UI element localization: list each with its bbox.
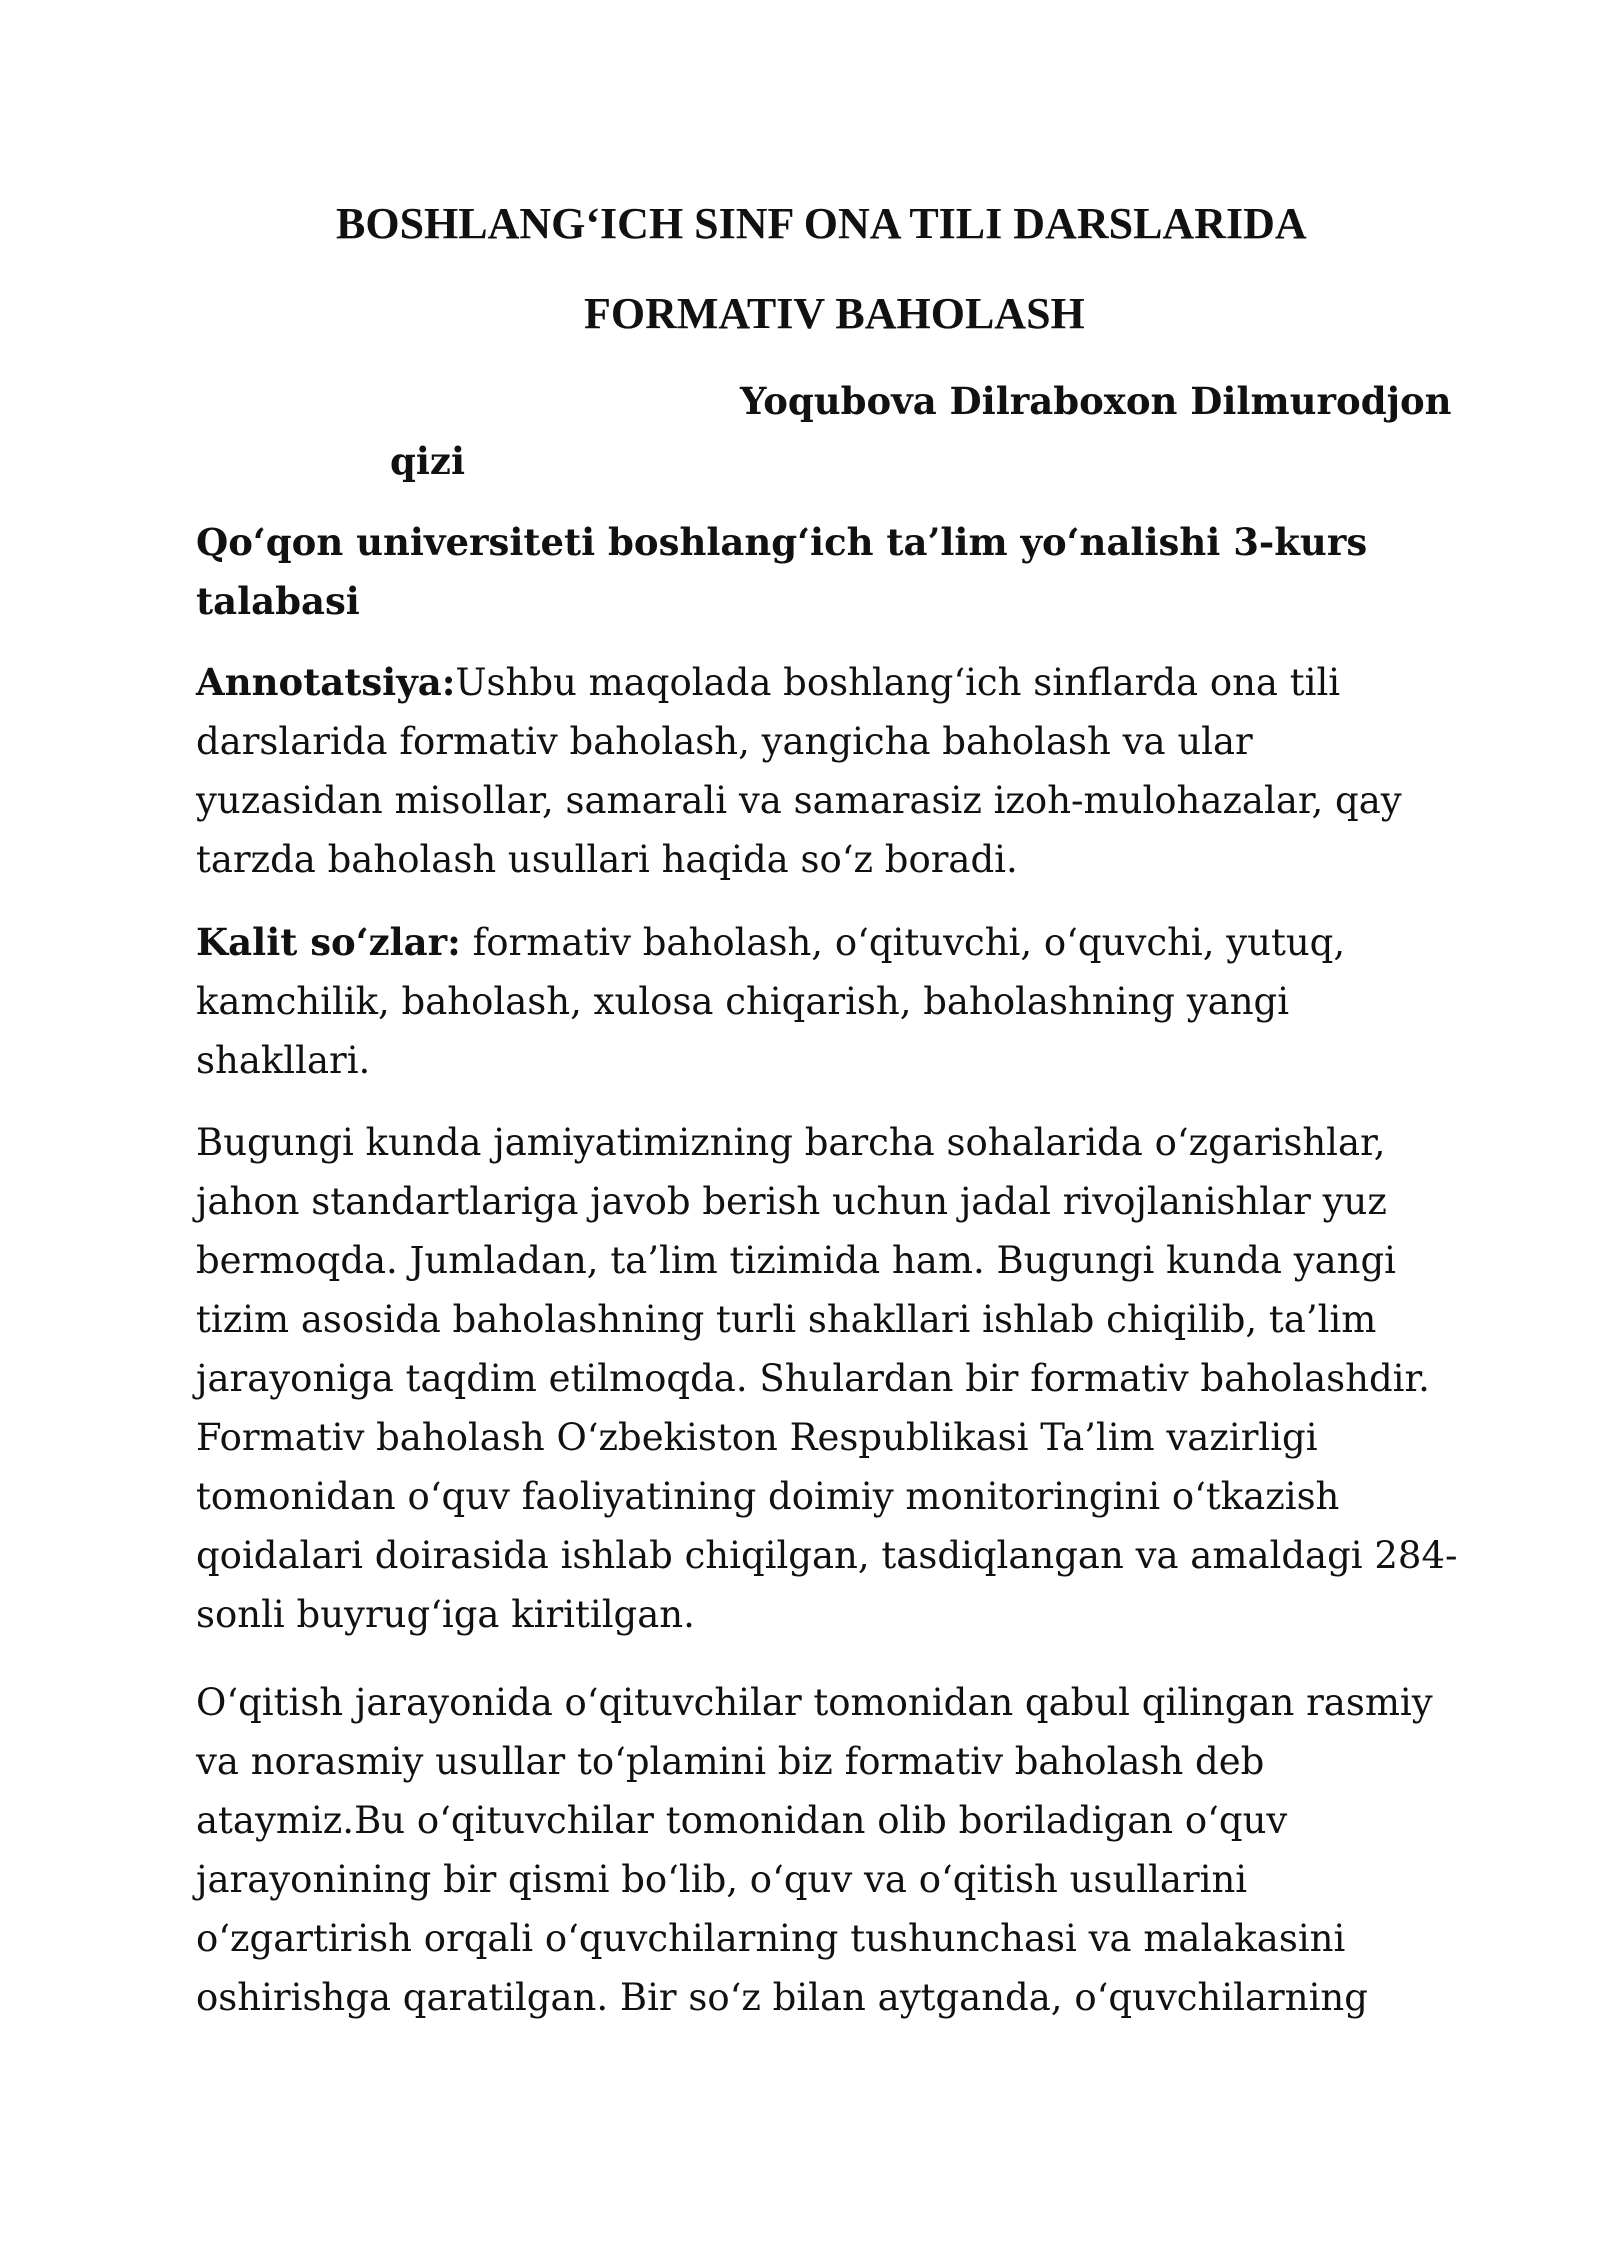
keywords-line <box>196 913 1436 972</box>
paragraph-line: jahon standartlariga javob berish uchun jadal rivojlanishlar yuz <box>196 1180 1387 1223</box>
annotation-text: Ushbu maqolada boshlang‘ich sinflarda ona tili <box>455 661 1341 704</box>
paragraph-line: va norasmiy usullar to‘plamini biz formativ baholash deb <box>196 1740 1265 1783</box>
paragraph-line: bermoqda. Jumladan, ta’lim tizimida ham. Bugungi kunda yangi <box>196 1239 1397 1282</box>
title-line-2: FORMATIV BAHOLASH <box>584 289 1085 338</box>
annotation-line: tarzda baholash usullari haqida so‘z boradi. <box>196 838 1018 881</box>
annotation-label: Annotatsiya: <box>196 660 456 704</box>
affiliation-line: talabasi <box>196 579 360 623</box>
annotation-line: darslarida formativ baholash, yangicha baholash va ular <box>196 720 1253 763</box>
affiliation <box>196 513 1436 631</box>
paragraph-line: jarayoniga taqdim etilmoqda. Shulardan bir formativ baholashdir. <box>196 1357 1430 1400</box>
paragraph-line: jarayonining bir qismi bo‘lib, o‘quv va o‘qitish usullarini <box>196 1858 1248 1901</box>
author-name-line-1: Yoqubova Dilraboxon Dilmurodjon <box>740 379 1452 423</box>
paragraph-line: qoidalari doirasida ishlab chiqilgan, tasdiqlangan va amaldagi 284- <box>196 1534 1458 1577</box>
paragraph-line: o‘zgartirish orqali o‘quvchilarning tushunchasi va malakasini <box>196 1917 1346 1960</box>
title-line-1: BOSHLANG‘ICH SINF ONA TILI DARSLARIDA <box>336 199 1307 248</box>
keywords-line: shakllari. <box>196 1039 371 1082</box>
paragraph-line: tizim asosida baholashning turli shakllari ishlab chiqilib, ta’lim <box>196 1298 1377 1341</box>
paragraph-line: Bugungi kunda jamiyatimizning barcha sohalarida o‘zgarishlar, <box>196 1121 1386 1164</box>
affiliation-line: Qo‘qon universiteti boshlang‘ich ta’lim yo‘nalishi 3-kurs <box>196 520 1368 564</box>
annotation-line <box>196 653 1436 712</box>
keywords-text: formativ baholash, o‘qituvchi, o‘quvchi, yutuq, <box>460 921 1346 964</box>
annotation-line: yuzasidan misollar, samarali va samarasiz izoh-mulohazalar, qay <box>196 779 1402 822</box>
keywords-line: kamchilik, baholash, xulosa chiqarish, baholashning yangi <box>196 980 1290 1023</box>
body-paragraph-2 <box>196 1673 1436 2027</box>
paragraph-line: ataymiz.Bu o‘qituvchilar tomonidan olib boriladigan o‘quv <box>196 1799 1288 1842</box>
paragraph-line: tomonidan o‘quv faoliyatining doimiy monitoringini o‘tkazish <box>196 1475 1340 1518</box>
keywords <box>196 913 1436 1090</box>
paragraph-line: sonli buyrug‘iga kiritilgan. <box>196 1593 695 1636</box>
keywords-label: Kalit so‘zlar: <box>196 920 461 964</box>
body-paragraph-1 <box>196 1113 1458 1644</box>
annotation <box>196 653 1436 889</box>
paragraph-line: Formativ baholash O‘zbekiston Respublikasi Ta’lim vazirligi <box>196 1416 1318 1459</box>
paragraph-line: O‘qitish jarayonida o‘qituvchilar tomonidan qabul qilingan rasmiy <box>196 1681 1433 1724</box>
paragraph-line: oshirishga qaratilgan. Bir so‘z bilan aytganda, o‘quvchilarning <box>196 1976 1368 2019</box>
author-name-line-2: qizi <box>390 439 465 483</box>
